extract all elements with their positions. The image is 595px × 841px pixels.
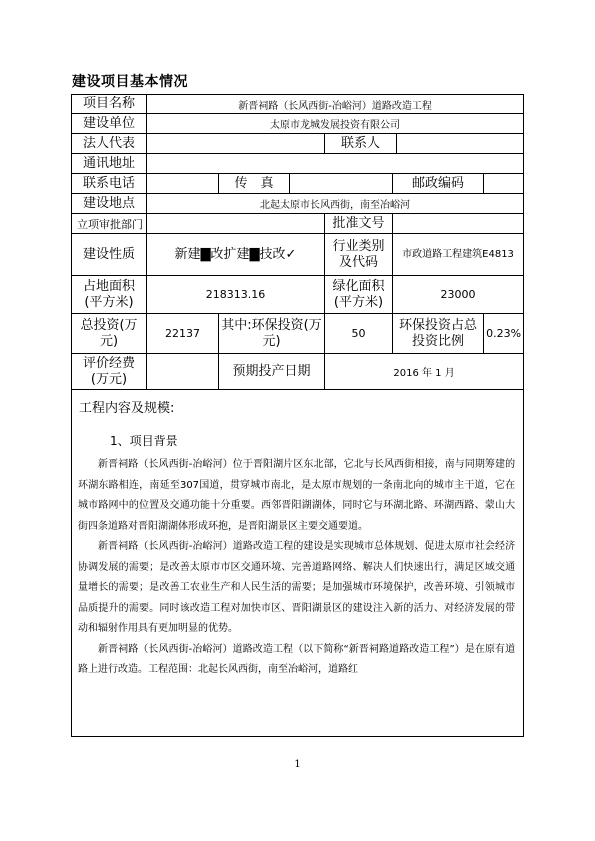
production-date-label: 预期投产日期 — [219, 354, 325, 390]
project-content-cell — [72, 390, 524, 737]
row-area — [72, 276, 524, 314]
green-area-value: 23000 — [393, 276, 524, 314]
row-unit — [72, 114, 524, 134]
env-ratio-label: 环保投资占总投资比例 — [393, 314, 484, 354]
row-invest — [72, 314, 524, 354]
fax-label: 传 真 — [219, 174, 290, 194]
contact-value — [397, 134, 524, 154]
legal-label: 法人代表 — [72, 134, 147, 154]
unit-label: 建设单位 — [72, 114, 147, 134]
address-value — [147, 154, 524, 174]
location-label: 建设地点 — [72, 194, 147, 214]
legal-value — [147, 134, 325, 154]
unit-value: 太原市龙城发展投资有限公司 — [147, 114, 524, 134]
row-phone — [72, 174, 524, 194]
approval-dept-value — [147, 214, 325, 234]
fax-value — [290, 174, 393, 194]
location-value: 北起太原市长风西街，南至冶峪河 — [147, 194, 524, 214]
approval-doc-label: 批准文号 — [325, 214, 393, 234]
page-number: 1 — [294, 759, 301, 770]
row-location — [72, 194, 524, 214]
project-info-table — [71, 94, 524, 737]
green-area-label: 绿化面积(平方米) — [325, 276, 393, 314]
industry-value: 市政道路工程建筑E4813 — [393, 234, 524, 276]
row-project-name — [72, 95, 524, 114]
content-title: 工程内容及规模: — [79, 401, 175, 416]
row-content — [72, 390, 524, 737]
postcode-label: 邮政编码 — [393, 174, 484, 194]
paragraph-3: 新晋祠路（长风西街-冶峪河）道路改造工程（以下简称“新晋祠路道路改造工程”）是在原有道路上进行改造。工程范围：北起长风西街，南至冶峪河，道路红 — [78, 643, 516, 675]
contact-label: 联系人 — [325, 134, 397, 154]
invest-value: 22137 — [147, 314, 219, 354]
env-invest-label: 其中:环保投资(万元) — [219, 314, 325, 354]
row-fee — [72, 354, 524, 390]
fee-value — [147, 354, 219, 390]
project-name-label: 项目名称 — [72, 95, 147, 114]
nature-label: 建设性质 — [72, 234, 147, 276]
project-name-value: 新晋祠路（长风西街-冶峪河）道路改造工程 — [147, 95, 524, 114]
area-value: 218313.16 — [147, 276, 325, 314]
approval-doc-value — [393, 214, 524, 234]
nature-value: 新建▇改扩建▇技改✓ — [147, 234, 325, 276]
row-legal — [72, 134, 524, 154]
paragraph-1: 新晋祠路（长风西街-冶峪河）位于晋阳湖片区东北部，它北与长风西街相接，南与同期筹建的环湖东路相连，南延至307国道，贯穿城市南北，是太原市规划的一条南北向的城市主干道，它在城市路网中的位置及交通功能十分重要。西邻晋阳湖湖体，同时它与环湖北路、环湖西路、蒙山大街四条道路对晋阳湖湖体形成环抱，是晋阳湖景区主要交通要道。 — [78, 459, 516, 532]
approval-dept-label: 立项审批部门 — [72, 214, 147, 234]
phone-value — [147, 174, 219, 194]
row-address — [72, 154, 524, 174]
background-subheading: 1、项目背景 — [110, 434, 178, 448]
row-nature — [72, 234, 524, 276]
env-ratio-value: 0.23% — [484, 314, 524, 354]
row-approval — [72, 214, 524, 234]
page-heading: 建设项目基本情况 — [72, 74, 188, 90]
env-invest-value: 50 — [325, 314, 393, 354]
invest-label: 总投资(万元) — [72, 314, 147, 354]
paragraph-2: 新晋祠路（长风西街-冶峪河）道路改造工程的建设是实现城市总体规划、促进太原市社会经济协调发展的需要；是改善太原市市区交通环境、完善道路网络、解决人们快速出行，满足区域交通量增长的需要；是改善工农业生产和人民生活的需要；是加强城市环境保护，改善环境、引领城市品质提升的需要。同时该改造工程对加快市区、晋阳湖景区的建设注入新的活力、对经济发展的带动和辐射作用具有更加明显的优势。 — [78, 541, 516, 634]
address-label: 通讯地址 — [72, 154, 147, 174]
phone-label: 联系电话 — [72, 174, 147, 194]
industry-label: 行业类别及代码 — [325, 234, 393, 276]
postcode-value — [484, 174, 524, 194]
production-date-value: 2016 年 1 月 — [325, 354, 524, 390]
fee-label: 评价经费(万元) — [72, 354, 147, 390]
area-label: 占地面积(平方米) — [72, 276, 147, 314]
